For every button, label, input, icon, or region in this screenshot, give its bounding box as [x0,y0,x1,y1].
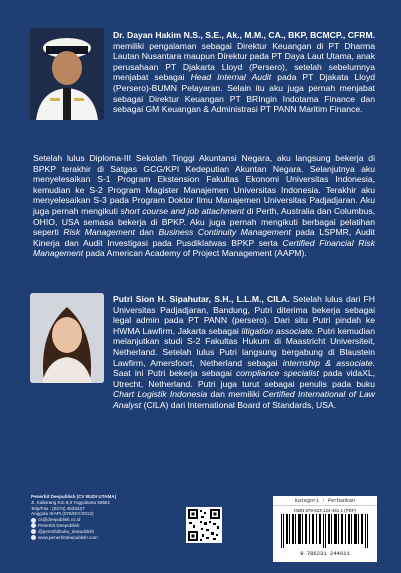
instagram-icon [31,529,36,534]
author2-bio-italic-4: Chart Logistik Indonesia [113,389,208,400]
barcode-digits: 9 786231 244611 [300,550,350,557]
isbn-text: ISBN 978-623-124-461-1 (PDF) [294,508,356,513]
author1-edu-italic-3: Business Continuity Management [158,227,291,238]
facebook-icon [31,523,36,528]
globe-icon [31,535,36,540]
author2-photo [30,293,104,383]
author2-bio-text-3: Saat ini Putri bekerja sebagai [113,368,232,379]
barcode-panel [273,496,377,562]
author2-bio-text-2: Putri kemudian melanjutkan studi S-2 Fakultas Hukum di Maastricht Universiteit, Netherland. Setelah lulus Putri langsung bergabung di Blaustein Lawfirm, Amersfoort, Netherland sebagai [113,325,375,368]
publisher-phone: Telp/Fax : (0274) 4533427 [31,505,85,511]
author1-edu-text-2: di Perth, Australia dan Columbus, OHIO, USA semasa bekerja di BPKP. Aku juga pernah mengikuti berbagai pelatihan seperti [33,205,376,238]
author1-edu-italic-2: Risk Management [63,227,135,238]
author2-bio-text-6: (CILA) dari International Board of Standards, USA. [143,399,337,410]
author1-edu-italic-1: short course and job attachment [120,205,245,216]
author1-edu-text-1: Setelah lulus Diploma-III Sekolah Tinggi Akuntansi Negara, aku langsung bekerja di BPKP terakhir di Satgas GCG/KPI Kedeputian Akuntan Negara. Selanjutnya aku menyelesaikan S-1 Program Ekstension Fakultas Ekonomi Universitas Indonesia, kemudian ke S-2 Program Magister Manajemen Universitas Indonesia. Terakhir aku menyelesaikan S-3 pada Program Doktor Ilmu Manajemen Universitas Padjadjaran. Aku juga pernah mengikuti [33,153,375,216]
publisher-web: www.penerbitdeepublish.com [38,534,98,540]
author2-name: Putri Sion H. Sipahutar, S.H., L.L.M., CILA. [113,294,290,304]
author2-bio-italic-2: internship & associate. [282,357,376,368]
author1-bio-italic-1: Head Internal Audit [190,72,272,83]
author1-bio-education [33,153,375,259]
publisher-ig: @penerbitbuku_deepublish [38,528,95,534]
qr-code-icon [186,507,222,543]
publisher-name: Penerbit Deepublish (CV BUDI UTAMA) [31,494,117,499]
author2-bio-text-5: dan memiliki [210,389,260,400]
publisher-member: Anggota IKAPI (076/DIY/2012) [31,511,94,517]
author2-bio-italic-1: litigation associate. [241,325,315,336]
author2-bio [113,294,375,411]
author1-bio-text-b: pada PT Djakata Lloyd (Persero)-BUMN Pelayaran. Selain itu aku juga pernah menjabat sebagai Direktur Keuangan PT BRIngin Indotama Finance dan sebagai GM Keuangan & Administrasi PT PANN Maritim Finance. [113,72,376,115]
publisher-web-line [31,535,116,541]
author1-edu-text-3: dan [139,227,154,238]
author2-bio-italic-5: Certified International of Law Analyst [113,389,376,410]
author2-bio-text-1: Setelah lulus dari FH Universitas Padjadjaran, Bandung, Putri diterima bekerja sebagai legal admin pada PT PANN (persero). Dari situ Putri pindah ke HWMA Lawfirm, Jakarta sebagai [113,294,375,336]
author2-portrait-icon [30,293,104,383]
publisher-info [31,494,116,540]
author1-bio-intro [113,30,375,115]
author2-bio-text-4: pada vidaXL, Utrecht, Netherland. Putri juga turut sebagai penulis pada buku [113,368,376,389]
author1-name: Dr. Dayan Hakim N.S., S.E., Ak., M.M., CA., BKP, BCMCP., CFRM. [113,30,375,40]
publisher-fb: Penerbit Deepublish [38,522,80,528]
author1-bio-text-a: memiliki pengalaman sebagai Direktur Keuangan di PT Dharma Lautan Nusantara maupun Direktur pada PT Daya Laut Utama, anak perusahaan PT Djakarta Lloyd (Persero), setelah sebelumnya menjabat sebagai [113,40,375,83]
author1-edu-italic-4: Certified Financial Risk Management [33,237,376,259]
author2-bio-italic-3: compliance specialist [235,368,319,379]
author1-edu-text-4: pada LSPMR, Audit Kinerja dan Audit Investigasi pada Pusdiklatwas BPKP serta [33,227,375,248]
email-icon [31,518,36,523]
publisher-email: cs@deepublish.co.id [38,517,81,523]
author1-photo [30,28,104,120]
publisher-address: Jl. Kaliurang Km 9,3 Yogyakarta 55581 [31,499,111,505]
author1-portrait-icon [30,28,104,120]
category-label: Kategori : Perbankan [273,496,377,506]
barcode-icon [281,514,369,548]
author1-edu-text-5: pada American Academy of Project Management (AAPM). [85,248,307,259]
